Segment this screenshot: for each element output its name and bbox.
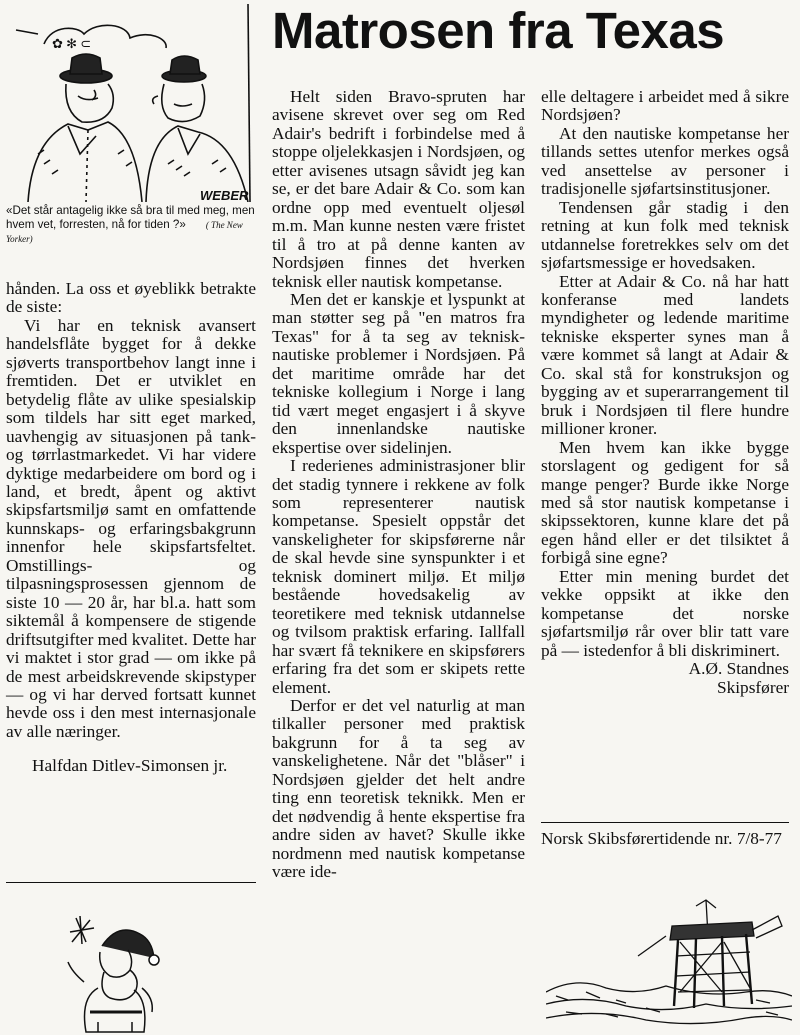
- caption-text: «Det står antagelig ikke så bra til med meg, men hvem vet, forresten, nå for tiden ?»: [6, 204, 255, 231]
- cartoon-signature: WEBER: [200, 188, 249, 202]
- cartoon-caption: [6, 204, 258, 246]
- oil-platform-illustration: [546, 896, 792, 1032]
- source-note: Norsk Skibsførertidende nr. 7/8-77: [541, 829, 782, 848]
- right-column: [541, 88, 789, 697]
- santa-illustration: [58, 912, 166, 1034]
- caption-source: ( The New Yorker): [6, 220, 243, 244]
- middle-paragraph: Men det er kanskje et lyspunkt at man støtter seg på "en matros fra Texas" for å ta seg av teknisk-nautiske problemer i Nordsjøen. På det maritime område har det tekniske kollegium i Norge i lang tid vært meget engasjert i å skyve den innenlandske nautiske ekspertise over sidelinjen.: [272, 289, 525, 457]
- right-paragraph: Etter min mening burdet det vekke oppsikt at ikke den kompetanse det norske sjøfartsmiljø rår over blir tatt vare på — istedenfor å bli diskriminert.: [541, 566, 789, 660]
- right-divider: [541, 822, 789, 823]
- left-divider: [6, 882, 256, 883]
- right-paragraph: Men hvem kan ikke bygge storslagent og gedigent for så mange penger? Burde ikke Norge med så stor nautisk kompetanse i skipssektoren, kunne klare det på egen hånd eller er det tilsiktet å forbigå sine egne?: [541, 437, 789, 568]
- right-paragraph: elle deltagere i arbeidet med å sikre Nordsjøen?: [541, 87, 789, 125]
- author-name: A.Ø. Standnes: [688, 659, 789, 679]
- left-paragraph: Vi har en teknisk avansert handelsflåte bygget for å dekke sjøverts transportbehov langt inne i fremtiden. Det er utviklet en betydelig flåte av ulike spesialskip som tildels har sitt eget marked, uavhengig av situasjonen på tank- og tørrlastmarkedet. Vi har videre dyktige medarbeidere om bord og i land, et bredt, åpent og aktivt skipsfartsmiljø samt en omfattende kunnskaps- og erfaringsbakgrunn innenfor hele skipsfartsfeltet. Omstillings- og tilpasningsprosessen gjennom de siste 10 — 20 år, har bl.a. hatt som siktemål å kompensere de stigende driftsutgifter med kvalitet. Dette har vi maktet i stor grad — om ikke på de mest arbeidskrevende skipstyper — og vi har derved fortsatt kunnet hevde oss i den mest internasjonale av alle næringer.: [6, 315, 257, 741]
- right-paragraph: At den nautiske kompetanse her tillands settes utenfor merkes også ved ansettelse av personer i tradisjonelle sjøfartsinstitusjoner.: [541, 123, 789, 199]
- author-title: Skipsfører: [717, 677, 789, 697]
- left-paragraph: hånden. La oss et øyeblikk betrakte de siste:: [6, 279, 256, 317]
- cartoon-illustration: [8, 4, 258, 202]
- right-paragraph: Etter at Adair & Co. nå har hatt konferanse med landets myndigheter og ledende maritime tekniske eksperter synes man å være kommet så langt at Adair & Co. skal stå for konstruksjon og bygging av et superarrangement til bruk i Nordsjøen til flere hundre millioner kroner.: [541, 271, 789, 439]
- svg-text:✿ ✻ ⊂: ✿ ✻ ⊂: [52, 36, 92, 51]
- left-article: [6, 280, 256, 776]
- right-paragraph: Tendensen går stadig i den retning at kun folk med teknisk utdannelse foretrekkes selv om det sjøfartsmessige er hovedsaken.: [541, 197, 789, 273]
- page-title: Matrosen fra Texas: [272, 2, 725, 59]
- middle-column: [272, 88, 525, 881]
- left-signature: Halfdan Ditlev-Simonsen jr.: [32, 756, 228, 776]
- middle-paragraph: I rederienes administrasjoner blir det stadig tynnere i rekkene av folk som representerer nautisk kompetanse. Spesielt oppstår det vanskeligheter for skipsførerne når de skal hevde sine synspunkter i et teknisk dominert miljø. Et miljø bestående hovedsakelig av teoretikere med teknisk utdannelse og tvilsom praktisk erfaring. Iallfall har svært få teknikere en skipsførers erfaring fra det som er skipets rette element.: [272, 456, 525, 697]
- middle-paragraph: Helt siden Bravo-spruten har avisene skrevet over seg om Red Adair's bedrift i forbindelse med å stoppe oljelekkasjen i Nordsjøen, og etter avisenes utsagn såvidt jeg kan se, er det bare Adair & Co. som kan ordne opp med eventuelt oljesøl m.m. Man kunne nesten være fristet til å tro at på denne kanten av Nordsjøen finnes det hverken teknisk eller nautisk kompetanse.: [272, 87, 525, 291]
- middle-paragraph: Derfor er det vel naturlig at man tilkaller personer med praktisk bakgrunn for å ta seg av vanskelighetene. Når det "blåser" i Nordsjøen gjelder det helt andre ting enn teoretisk teknikk. Men er det nødvendig å hente ekspertise fra andre siden av havet? Skulle ikke nordmenn med nautisk kompetanse være ide-: [272, 695, 525, 882]
